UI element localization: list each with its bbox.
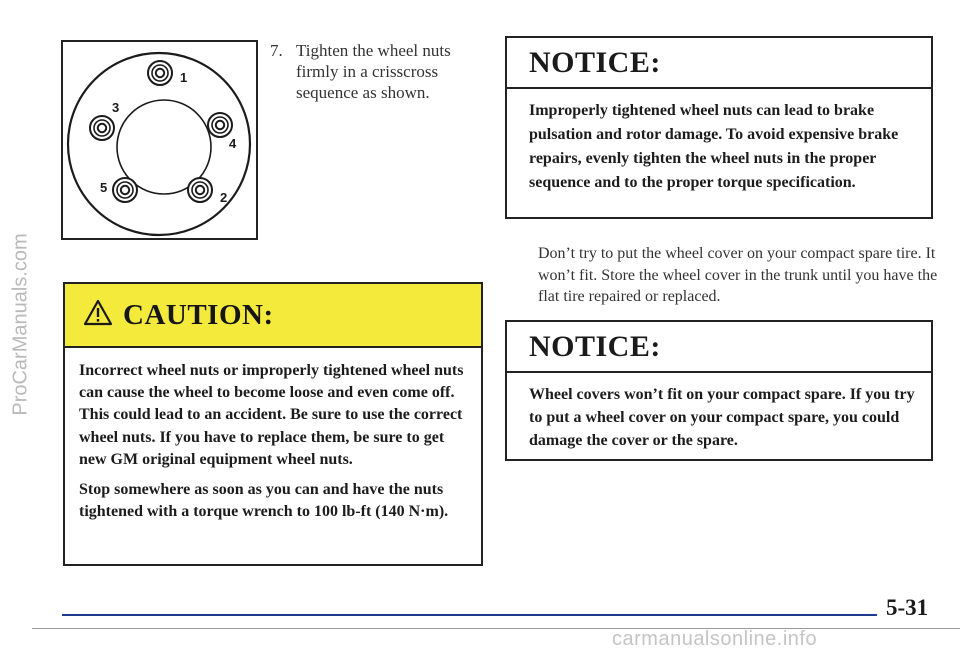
page-number: 5-31	[886, 595, 929, 620]
nut-label-2: 2	[220, 190, 228, 205]
wheel-nut-sequence-diagram	[61, 40, 258, 240]
footer-rule	[62, 614, 877, 616]
bottom-rule	[32, 628, 960, 629]
nut-label-4: 4	[229, 136, 237, 151]
instruction-step	[270, 40, 480, 103]
wheel-nut-icon	[148, 61, 172, 85]
nut-label-1: 1	[180, 70, 188, 85]
warning-triangle-icon	[83, 299, 113, 331]
notice-body	[507, 89, 931, 195]
step-number: 7.	[270, 41, 283, 60]
caution-paragraph: Stop somewhere as soon as you can and have the nuts tightened with a torque wrench to 100 lb-ft (140 N·m).	[79, 481, 449, 521]
bottom-watermark: carmanualsonline.info	[612, 628, 818, 650]
wheel-diagram-svg	[63, 42, 256, 238]
notice-text: Wheel covers won’t fit on your compact spare. If you try to put a wheel cover on your compact spare, you could damage the cover or the spare.	[529, 386, 915, 449]
wheel-nut-icon	[188, 178, 212, 202]
nut-label-3: 3	[112, 100, 120, 115]
caution-paragraph: Incorrect wheel nuts or improperly tightened wheel nuts can cause the wheel to become loose and even come off. This could lead to an accident. Be sure to use the correct wheel nuts. If you have to replace them, be sure to get new GM original equipment wheel nuts.	[79, 362, 464, 468]
wheel-cover-paragraph: Don’t try to put the wheel cover on your compact spare tire. It won’t fit. Store the wheel cover in the trunk until you have the flat tire repaired or replaced.	[538, 245, 938, 305]
side-watermark	[4, 0, 38, 649]
step-text: Tighten the wheel nuts firmly in a crisscross sequence as shown.	[296, 41, 451, 102]
caution-title: CAUTION:	[123, 298, 274, 331]
nut-label-5: 5	[100, 180, 108, 195]
caution-box	[63, 282, 483, 566]
notice-text: Improperly tightened wheel nuts can lead to brake pulsation and rotor damage. To avoid expensive brake repairs, evenly tighten the wheel nuts in the proper sequence and to the proper torque specification.	[529, 102, 899, 191]
notice-box-wheel-cover	[505, 320, 933, 461]
side-watermark-text: ProCarManuals.com	[9, 233, 32, 416]
caution-body	[65, 348, 481, 523]
wheel-nut-icon	[90, 116, 114, 140]
wheel-nut-icon	[113, 178, 137, 202]
notice-title: NOTICE:	[507, 322, 931, 373]
caution-header	[65, 284, 481, 348]
notice-box-brake	[505, 36, 933, 219]
notice-body	[507, 373, 931, 452]
wheel-nut-icon	[208, 113, 232, 137]
notice-title: NOTICE:	[507, 38, 931, 89]
